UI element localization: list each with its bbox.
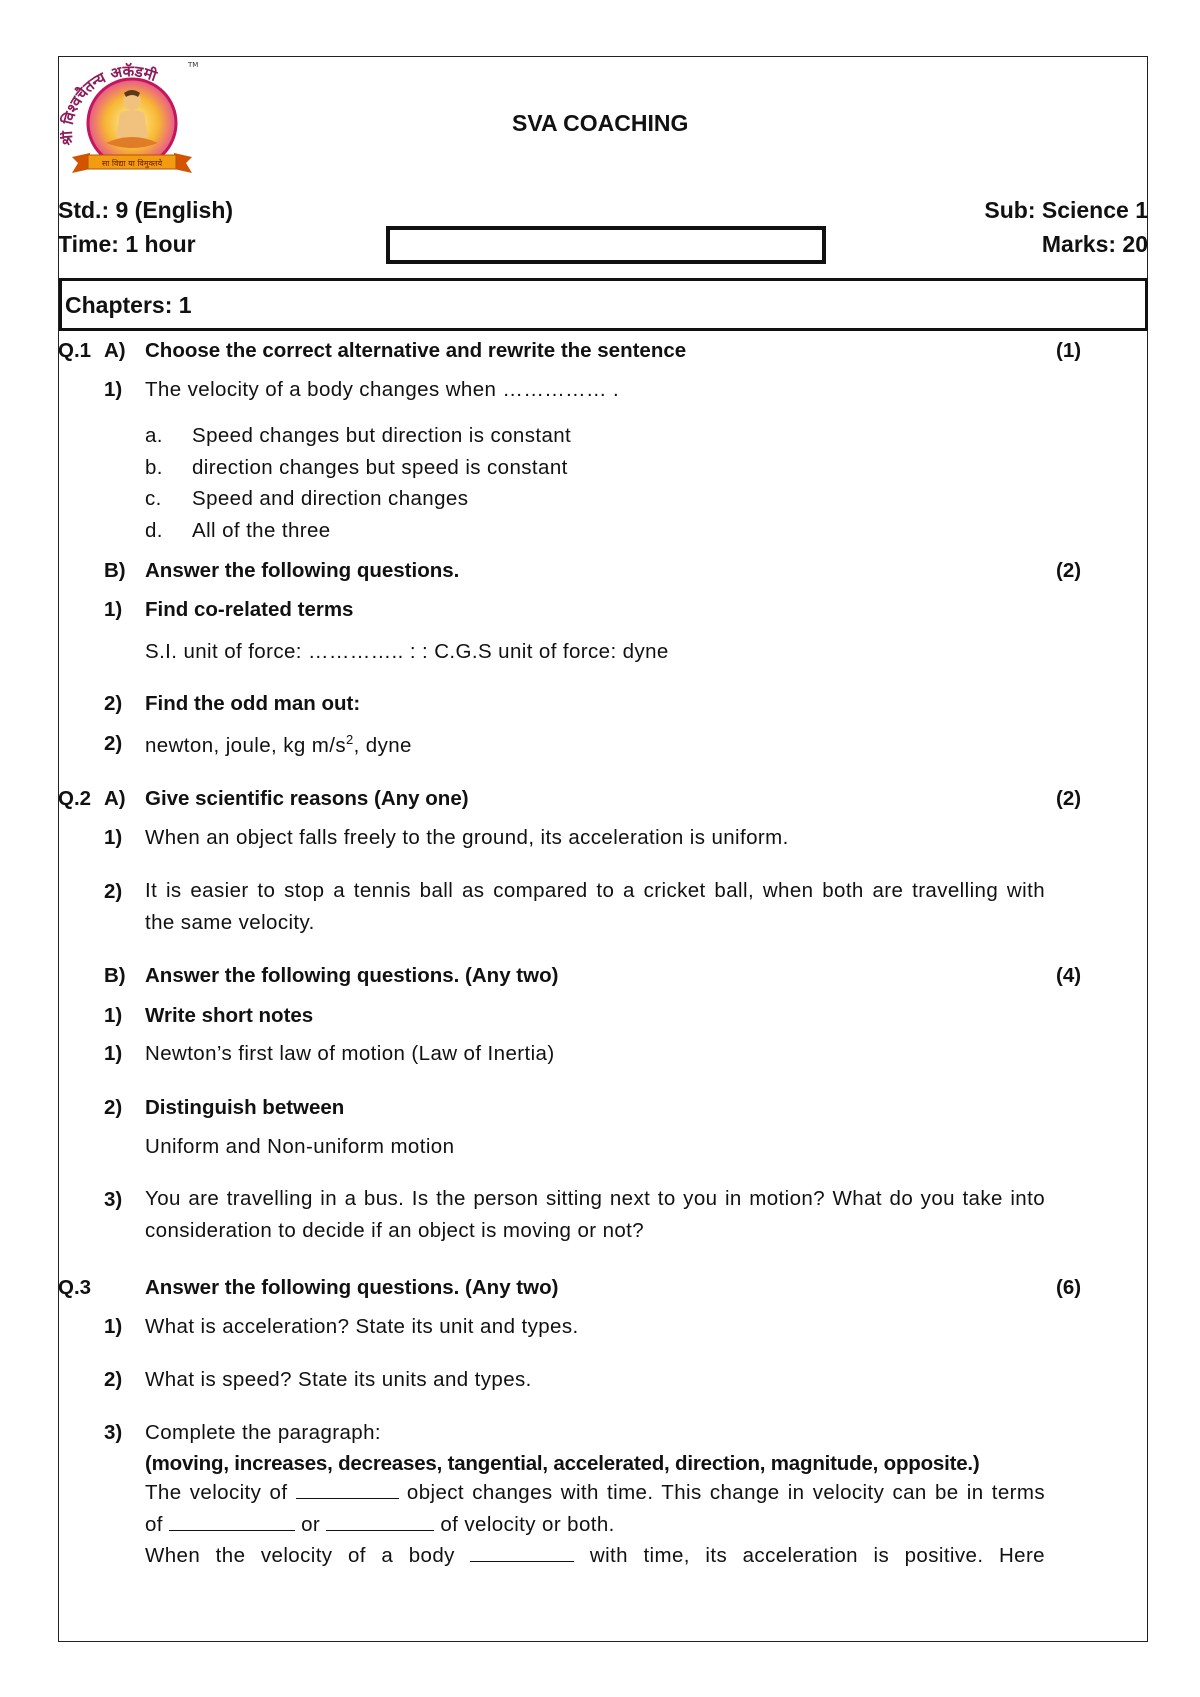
paragraph-line-1: The velocity of object changes with time. This change in velocity can be in terms [145, 1481, 1045, 1504]
option-letter: c. [145, 487, 162, 510]
q1-b2-item-number: 2) [104, 732, 123, 755]
sva-logo [60, 57, 205, 185]
logo-emblem-icon [60, 57, 205, 185]
q1-a-marks: (1) [1056, 339, 1082, 362]
q3-i2-text: What is speed? State its units and types. [145, 1368, 532, 1391]
q3-i2-number: 2) [104, 1368, 123, 1391]
q1-number: Q.1 [58, 339, 92, 362]
time-label: Time: 1 hour [58, 231, 196, 257]
q2-b2-text: Uniform and Non-uniform motion [145, 1135, 455, 1158]
q3-i3-number: 3) [104, 1421, 123, 1444]
q2-a2-line1: It is easier to stop a tennis ball as compared to a cricket ball, when both are travelling with [145, 879, 1045, 902]
fill-blank [169, 1514, 295, 1531]
q2-b1-text: Newton’s first law of motion (Law of Inertia) [145, 1042, 555, 1065]
q2-a-marks: (2) [1056, 787, 1082, 810]
q1-b1-title: Find co-related terms [145, 598, 354, 621]
svg-text:TM: TM [188, 61, 199, 69]
q3-word-bank: (moving, increases, decreases, tangential, accelerated, direction, magnitude, opposite.) [145, 1452, 980, 1475]
q1-b2-title: Find the odd man out: [145, 692, 361, 715]
q2-a2-number: 2) [104, 880, 123, 903]
fill-blank [326, 1514, 434, 1531]
q3-number: Q.3 [58, 1276, 92, 1299]
q1-b2-number: 2) [104, 692, 123, 715]
q2-number: Q.2 [58, 787, 92, 810]
paragraph-line-2: of or of velocity or both. [145, 1513, 615, 1536]
q1-a1-text: The velocity of a body changes when …………… . [145, 378, 620, 401]
standard-label: Std.: 9 (English) [58, 197, 234, 223]
option-letter: d. [145, 519, 163, 542]
q1-b-label: B) [104, 559, 126, 582]
option-letter: b. [145, 456, 163, 479]
q2-b2-title: Distinguish between [145, 1096, 345, 1119]
option-text: All of the three [192, 519, 331, 542]
q2-b-title: Answer the following questions. (Any two) [145, 964, 559, 987]
q1-a-title: Choose the correct alternative and rewrite the sentence [145, 339, 687, 362]
q1-b-marks: (2) [1056, 559, 1082, 582]
q3-i3-text: Complete the paragraph: [145, 1421, 381, 1444]
q2-b-marks: (4) [1056, 964, 1082, 987]
option-letter: a. [145, 424, 163, 447]
q1-b1-number: 1) [104, 598, 123, 621]
chapters-box [59, 278, 1148, 331]
svg-text:सा विद्या या विमुक्तये: सा विद्या या विमुक्तये [101, 159, 163, 168]
option-text: direction changes but speed is constant [192, 456, 568, 479]
fill-blank [470, 1545, 574, 1562]
q2-a2-line2: the same velocity. [145, 911, 315, 934]
option-text: Speed and direction changes [192, 487, 469, 510]
q2-b3-number: 3) [104, 1188, 123, 1211]
blank-box [386, 226, 826, 264]
chapters-label: Chapters: 1 [65, 292, 192, 318]
page-title: SVA COACHING [512, 110, 689, 136]
q1-b2-text: newton, joule, kg $m/s^2$, dyne [145, 732, 412, 757]
q2-b1-item-number: 1) [104, 1042, 123, 1065]
q2-b2-number: 2) [104, 1096, 123, 1119]
q2-b3-line1: You are travelling in a bus. Is the person sitting next to you in motion? What do you take into [145, 1187, 1045, 1210]
q2-b-label: B) [104, 964, 126, 987]
q2-a-title: Give scientific reasons (Any one) [145, 787, 469, 810]
option-text: Speed changes but direction is constant [192, 424, 572, 447]
q2-b1-title: Write short notes [145, 1004, 314, 1027]
subject-label: Sub: Science 1 [984, 197, 1148, 223]
q1-b-title: Answer the following questions. [145, 559, 460, 582]
q1-b1-text: S.I. unit of force: ………….. : : C.G.S unit of force: dyne [145, 640, 669, 663]
marks-label: Marks: 20 [1041, 231, 1148, 257]
q2-b1-number: 1) [104, 1004, 123, 1027]
svg-text:श्री विश्वचैतन्य अकॅडमी: विश्वचैतन्य अकॅडमी [60, 62, 160, 127]
q2-a1-text: When an object falls freely to the ground, its acceleration is uniform. [145, 826, 789, 849]
q2-a1-number: 1) [104, 826, 123, 849]
q1-a-label: A) [104, 339, 126, 362]
q3-title: Answer the following questions. (Any two) [145, 1276, 559, 1299]
q3-i1-number: 1) [104, 1315, 123, 1338]
paragraph-line-3: When the velocity of a body with time, its acceleration is positive. Here [145, 1544, 1045, 1567]
q2-b3-line2: consideration to decide if an object is moving or not? [145, 1219, 645, 1242]
q1-a1-number: 1) [104, 378, 123, 401]
fill-blank [296, 1482, 399, 1499]
q3-marks: (6) [1056, 1276, 1082, 1299]
q2-a-label: A) [104, 787, 126, 810]
q3-i1-text: What is acceleration? State its unit and types. [145, 1315, 579, 1338]
